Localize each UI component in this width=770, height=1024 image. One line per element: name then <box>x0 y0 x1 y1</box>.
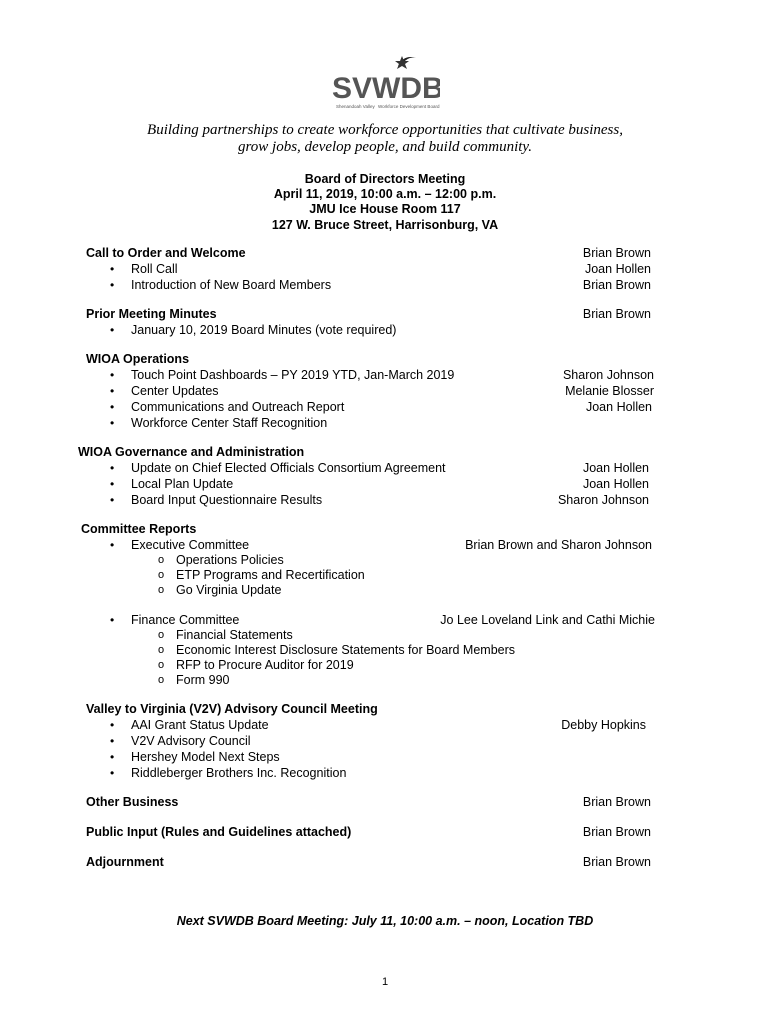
agenda-item: V2V Advisory Council <box>131 734 251 748</box>
sub-bullet-icon: o <box>158 674 165 686</box>
bullet-icon: • <box>110 734 115 748</box>
next-meeting-note: Next SVWDB Board Meeting: July 11, 10:00 a.m. – noon, Location TBD <box>176 914 594 928</box>
sub-bullet-icon: o <box>158 659 165 671</box>
agenda-subitem: Financial Statements <box>176 628 293 642</box>
agenda-item: Board Input Questionnaire Results <box>131 493 323 507</box>
agenda-item: AAI Grant Status Update <box>131 718 269 732</box>
item-presenter: Brian Brown and Sharon Johnson <box>465 538 652 552</box>
bullet-icon: • <box>110 477 115 491</box>
bullet-icon: • <box>110 613 115 627</box>
agenda-item: January 10, 2019 Board Minutes (vote required) <box>131 323 397 337</box>
item-presenter: Joan Hollen <box>585 400 652 414</box>
agenda-subitem: RFP to Procure Auditor for 2019 <box>176 658 354 672</box>
item-presenter: Sharon Johnson <box>557 493 649 507</box>
section-presenter: Brian Brown <box>582 307 651 321</box>
bullet-icon: • <box>110 416 115 430</box>
section-heading: WIOA Operations <box>86 352 190 366</box>
bullet-icon: • <box>110 400 115 414</box>
item-presenter: Jo Lee Loveland Link and Cathi Michie <box>440 613 655 627</box>
section-heading: WIOA Governance and Administration <box>78 445 305 459</box>
agenda-subitem: Operations Policies <box>176 553 284 567</box>
item-presenter: Debby Hopkins <box>561 718 646 732</box>
logo-subtitle-left: Shenandoah Valley <box>336 104 375 109</box>
agenda-item: Hershey Model Next Steps <box>131 750 280 764</box>
section-presenter: Brian Brown <box>582 855 651 869</box>
meeting-address: 127 W. Bruce Street, Harrisonburg, VA <box>271 218 499 232</box>
bullet-icon: • <box>110 278 115 292</box>
bullet-icon: • <box>110 750 115 764</box>
section-heading: Public Input (Rules and Guidelines attached) <box>86 825 352 839</box>
bullet-icon: • <box>110 368 115 382</box>
bullet-icon: • <box>110 384 115 398</box>
section-heading: Adjournment <box>86 855 164 869</box>
bullet-icon: • <box>110 493 115 507</box>
sub-bullet-icon: o <box>158 584 165 596</box>
bullet-icon: • <box>110 461 115 475</box>
tagline-line-1: Building partnerships to create workforce opportunities that cultivate business, <box>147 122 623 138</box>
meeting-datetime: April 11, 2019, 10:00 a.m. – 12:00 p.m. <box>273 187 497 201</box>
agenda-item: Introduction of New Board Members <box>131 278 332 292</box>
agenda-item: Communications and Outreach Report <box>131 400 345 414</box>
bullet-icon: • <box>110 538 115 552</box>
meeting-title: Board of Directors Meeting <box>304 172 466 186</box>
section-presenter: Brian Brown <box>582 246 651 260</box>
agenda-item: Local Plan Update <box>131 477 234 491</box>
agenda-subitem: ETP Programs and Recertification <box>176 568 365 582</box>
bullet-icon: • <box>110 323 115 337</box>
item-presenter: Sharon Johnson <box>562 368 654 382</box>
bullet-icon: • <box>110 718 115 732</box>
item-presenter: Joan Hollen <box>582 461 649 475</box>
section-heading: Valley to Virginia (V2V) Advisory Council Meeting <box>86 702 378 716</box>
section-presenter: Brian Brown <box>582 795 651 809</box>
agenda-subitem: Form 990 <box>176 673 230 687</box>
item-presenter: Melanie Blosser <box>565 384 654 398</box>
agenda-subitem: Go Virginia Update <box>176 583 282 597</box>
item-presenter: Brian Brown <box>582 278 651 292</box>
svwdb-logo <box>330 52 440 110</box>
sub-bullet-icon: o <box>158 554 165 566</box>
section-heading: Other Business <box>86 795 179 809</box>
section-heading: Committee Reports <box>81 522 197 536</box>
bullet-icon: • <box>110 262 115 276</box>
sub-bullet-icon: o <box>158 629 165 641</box>
agenda-item: Touch Point Dashboards – PY 2019 YTD, Jan-March 2019 <box>131 368 455 382</box>
item-presenter: Joan Hollen <box>582 477 649 491</box>
sub-bullet-icon: o <box>158 644 165 656</box>
section-presenter: Brian Brown <box>582 825 651 839</box>
logo-subtitle-right: Workforce Development Board <box>378 104 440 109</box>
item-presenter: Joan Hollen <box>584 262 651 276</box>
agenda-item: Workforce Center Staff Recognition <box>131 416 328 430</box>
section-heading: Call to Order and Welcome <box>86 246 246 260</box>
meeting-location: JMU Ice House Room 117 <box>309 202 461 216</box>
section-heading: Prior Meeting Minutes <box>86 307 217 321</box>
page-number: 1 <box>381 976 389 988</box>
agenda-item: Update on Chief Elected Officials Consortium Agreement <box>131 461 446 475</box>
agenda-item: Roll Call <box>131 262 178 276</box>
agenda-item: Finance Committee <box>131 613 240 627</box>
agenda-item: Center Updates <box>131 384 219 398</box>
tagline-line-2: grow jobs, develop people, and build community. <box>238 139 532 155</box>
agenda-item: Executive Committee <box>131 538 250 552</box>
sub-bullet-icon: o <box>158 569 165 581</box>
bullet-icon: • <box>110 766 115 780</box>
agenda-item: Riddleberger Brothers Inc. Recognition <box>131 766 347 780</box>
logo-wordmark: SVWDB <box>332 72 440 105</box>
agenda-subitem: Economic Interest Disclosure Statements for Board Members <box>176 643 516 657</box>
